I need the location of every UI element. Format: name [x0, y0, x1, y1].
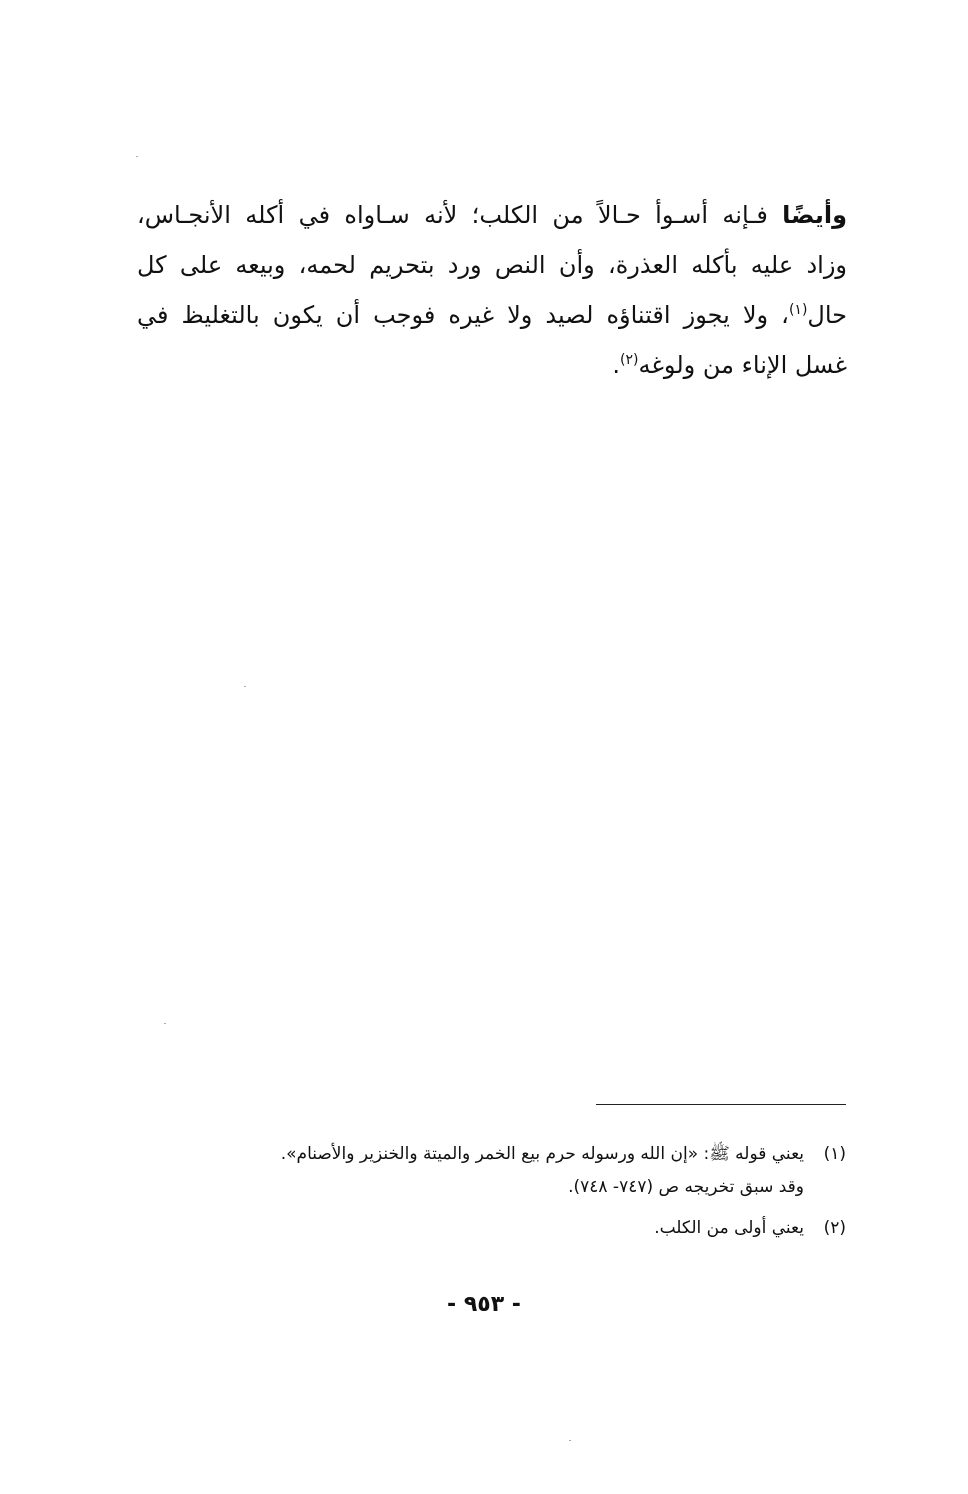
paragraph-line	[137, 190, 847, 240]
scan-speck	[164, 1023, 166, 1024]
scan-speck	[244, 686, 246, 687]
main-paragraph	[137, 190, 847, 390]
page-number: - ٩٥٣ -	[447, 1292, 521, 1317]
footnote-text	[160, 1138, 804, 1204]
footnote-ref: (١)	[788, 302, 808, 318]
line-text: فـإنه أسـوأ حـالاً من الكلب؛ لأنه سـاواه في أكله الأنجـاس،	[137, 201, 783, 229]
footnote-number: (١)	[823, 1144, 846, 1164]
line-text: حال	[807, 301, 847, 329]
line-text: وزاد عليه بأكله العذرة، وأن النص ورد بتحريم لحمه، وبيعه على كل	[137, 251, 847, 279]
footnote-number: (٢)	[823, 1218, 846, 1238]
footnote-line: وقد سبق تخريجه ص (٧٤٧- ٧٤٨).	[568, 1177, 804, 1197]
footnote-divider	[596, 1104, 846, 1105]
lead-word: وأيضًا	[782, 201, 847, 229]
paragraph-line	[137, 240, 847, 290]
scan-speck	[569, 1440, 571, 1441]
line-text: غسل الإناء من ولوغه	[638, 351, 847, 379]
footnote-text	[160, 1212, 804, 1245]
footnote-item	[160, 1212, 846, 1245]
scan-speck	[136, 156, 138, 157]
footnote-line: يعني قوله ﷺ: «إن الله ورسوله حرم بيع الخمر والميتة والخنزير والأصنام».	[280, 1144, 804, 1164]
paragraph-line	[137, 340, 847, 390]
line-text: .	[612, 351, 621, 379]
footnote-line: يعني أولى من الكلب.	[654, 1218, 804, 1238]
paragraph-line	[137, 290, 847, 340]
footnote-item	[160, 1138, 846, 1204]
footnote-ref: (٢)	[620, 352, 639, 368]
footnotes	[160, 1138, 846, 1253]
line-text: ، ولا يجوز اقتناؤه لصيد ولا غيره فوجب أن يكون بالتغليظ في	[137, 301, 789, 329]
